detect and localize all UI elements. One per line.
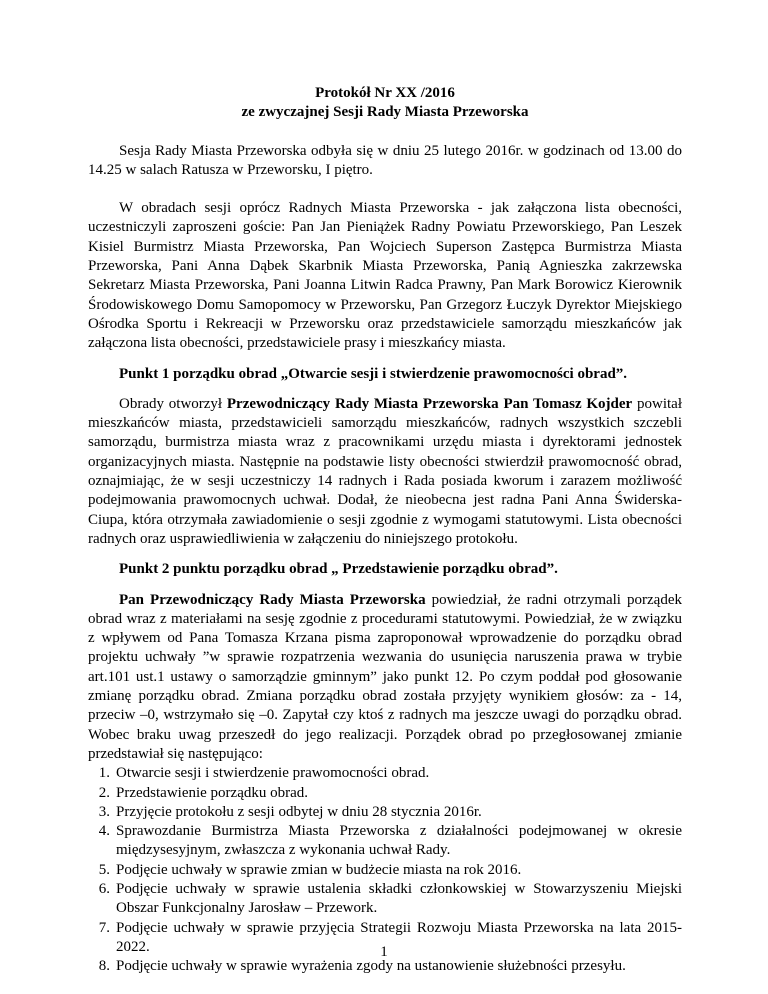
section-2-heading: Punkt 2 punktu porządku obrad „ Przedstawienie porządku obrad”. — [119, 561, 558, 578]
agenda-item-text: Podjęcie uchwały w sprawie przyjęcia Strategii Rozwoju Miasta Przeworska na lata 2015-2022. — [116, 919, 682, 955]
agenda-item — [88, 861, 682, 880]
agenda-item-number: 6. — [98, 880, 110, 897]
document-page — [88, 84, 682, 976]
attendance-paragraph: W obradach sesji oprócz Radnych Miasta Przeworska - jak załączona lista obecności, uczestniczyli zaproszeni goście: Pan Jan Pieniążek Radny Powiatu Przeworskiego, Pan Leszek Kisiel Burmistrz Miasta Przeworska, Pan Wojciech Superson Zastępca Burmistrza Miasta Przeworska, Pani Anna Dąbek Skarbnik Miasta Przeworska, Panią Agnieszka zakrzewska Sekretarz Miasta Przeworska, Pani Joanna Litwin Radca Prawny, Pan Mark Borowicz Kierownik Środowiskowego Domu Samopomocy w Przeworsku, Pan Grzegorz Łuczyk Dyrektor Miejskiego Ośrodka Sportu i Rekreacji w Przeworsku oraz przedstawiciele samorządu mieszkańców jak załączona lista obecności, przedstawiciele prasy i mieszkańcy miasta. — [88, 200, 682, 352]
agenda-item-text: Podjęcie uchwały w sprawie ustalenia składki członkowskiej w Stowarzyszeniu Miejski Obszar Funkcjonalny Jarosław – Przework. — [116, 880, 682, 917]
page-number: 1 — [380, 944, 388, 960]
agenda-item — [88, 880, 682, 919]
agenda-item — [88, 764, 682, 783]
agenda-item-number: 1. — [98, 765, 110, 782]
agenda-item-number: 3. — [98, 803, 110, 820]
title-line-1: Protokół Nr XX /2016 — [315, 85, 455, 101]
title-line-2: ze zwyczajnej Sesji Rady Miasta Przeworska — [241, 104, 529, 121]
agenda-item-number: 4. — [98, 823, 110, 840]
document-title — [88, 84, 682, 123]
chairman-title: Pan Przewodniczący Rady Miasta Przeworska — [119, 591, 426, 608]
section-1-lead: Obrady otworzył — [119, 395, 227, 412]
agenda-item-number: 8. — [98, 958, 110, 975]
section-2-body: powiedział, że radni otrzymali porządek obrad wraz z materiałami na sesję zgodnie z procedurami statutowymi. Powiedział, że w związku z wpływem od Pana Tomasza Krzana pisma zaproponował wprowadzenie do porządku obrad projektu uchwały ”w sprawie rozpatrzenia wezwania do usunięcia naruszenia prawa w trybie art.101 ust.1 ustawy o samorządzie gminnym” jako punkt 12. Po czym poddał pod głosowanie zmianę porządku obrad. Zmiana porządku obrad została przyjęty wynikiem głosów: za - 14, przeciw –0, wstrzymało się –0. Zapytał czy ktoś z radnych ma jeszcze uwagi do porządku obrad. Wobec braku uwag przeszedł do jego realizacji. Porządek obrad po przegłosowanej zmianie przedstawiał się następująco: — [88, 591, 682, 762]
agenda-item-text: Sprawozdanie Burmistrza Miasta Przeworska z działalności podejmowanej w okresie międzysesyjnym, zwłaszcza z wykonania uchwał Rady. — [116, 823, 682, 859]
agenda-item — [88, 803, 682, 822]
agenda-item-text: Otwarcie sesji i stwierdzenie prawomocności obrad. — [116, 765, 430, 782]
agenda-item — [88, 822, 682, 861]
intro-paragraph: Sesja Rady Miasta Przeworska odbyła się w dniu 25 lutego 2016r. w godzinach od 13.00 do 14.25 w salach Ratusza w Przeworsku, I piętro. — [88, 142, 682, 178]
section-1-paragraph — [88, 395, 682, 549]
agenda-item-number: 2. — [98, 784, 110, 801]
chairman-name: Przewodniczący Rady Miasta Przeworska Pan Tomasz Kojder — [226, 395, 633, 412]
agenda-item-text: Podjęcie uchwały w sprawie zmian w budżecie miasta na rok 2016. — [116, 861, 522, 878]
section-1-body: powitał mieszkańców miasta, przedstawicieli samorządu mieszkańców, radnych wszystkich szczebli samorządu, burmistrza miasta wraz z pracownikami urzędu miasta i dyrektorami jednostek organizacyjnych miasta. Następnie na podstawie listy obecności stwierdził prawomocność obrad, oznajmiając, że w sesji uczestniczy 14 radnych i Rada posiada kworum i zarazem możliwość podejmowania prawomocnych uchwał. Dodał, że nieobecna jest radna Pani Anna Świderska- Ciupa, która otrzymała zawiadomienie o sesji zgodnie z wymogami statutowymi. Lista obecności radnych oraz usprawiedliwienia w załączeniu do niniejszego protokołu. — [88, 395, 682, 547]
agenda-item — [88, 784, 682, 803]
agenda-item-text: Podjęcie uchwały w sprawie wyrażenia zgody na ustanowienie służebności przesyłu. — [116, 958, 626, 975]
agenda-item-number: 7. — [98, 919, 110, 936]
section-2-paragraph — [88, 591, 682, 765]
agenda-item-text: Przedstawienie porządku obrad. — [116, 784, 309, 801]
agenda-item-number: 5. — [98, 861, 110, 878]
agenda-item-text: Przyjęcie protokołu z sesji odbytej w dniu 28 stycznia 2016r. — [116, 803, 482, 820]
section-1-heading: Punkt 1 porządku obrad „Otwarcie sesji i stwierdzenie prawomocności obrad”. — [119, 365, 628, 382]
